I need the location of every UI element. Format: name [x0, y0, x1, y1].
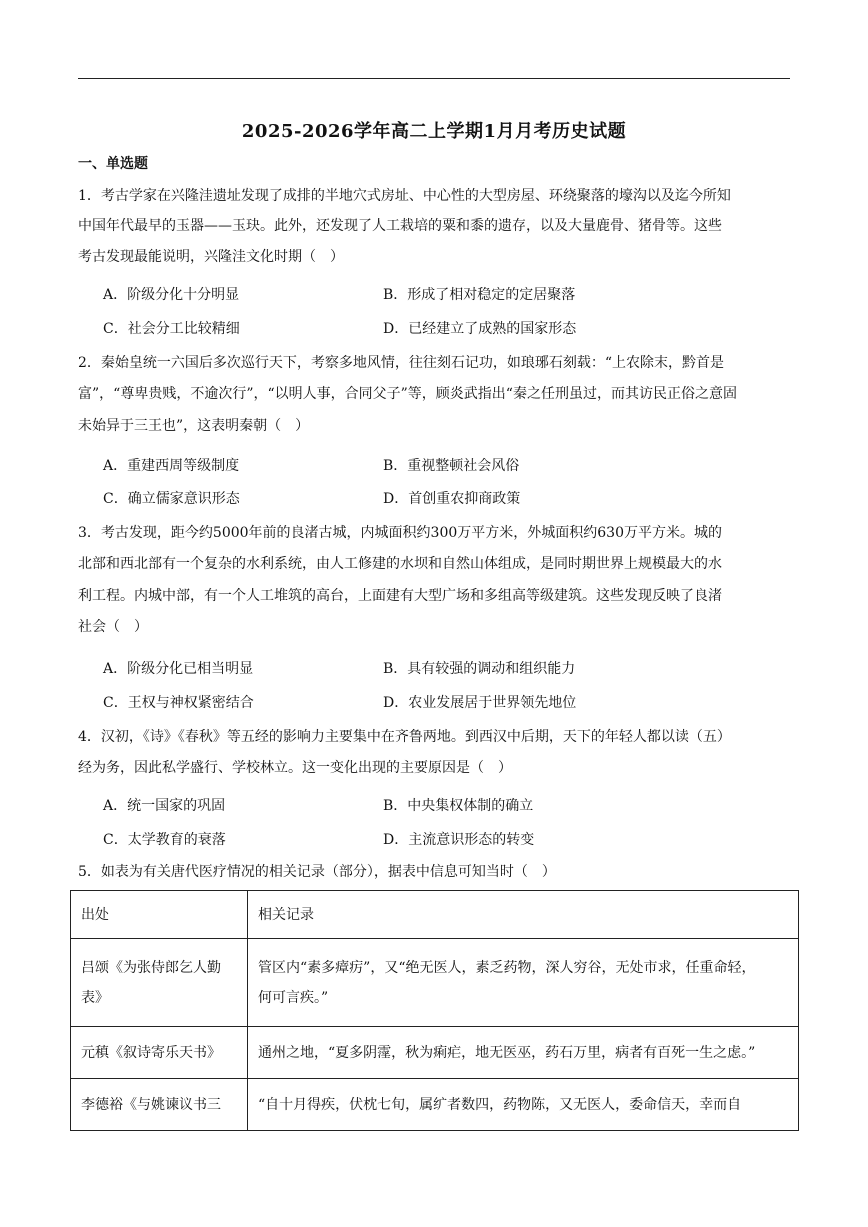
question-text-line: 中国年代最早的玉器——玉玦。此外，还发现了人工栽培的粟和黍的遗存，以及大量鹿骨、猪骨等。这些	[78, 218, 722, 234]
option-b[interactable]: B．形成了相对稳定的定居聚落	[383, 287, 576, 303]
records-table	[70, 890, 799, 1131]
option-d[interactable]: D．首创重农抑商政策	[383, 491, 521, 507]
option-c[interactable]: C．太学教育的衰落	[103, 832, 226, 848]
question-text-line: 5．如表为有关唐代医疗情况的相关记录（部分），据表中信息可知当时（ ）	[78, 864, 556, 880]
cell-line: 通州之地，“夏多阴霪，秋为痢疟，地无医巫，药石万里，病者有百死一生之虑。”	[258, 1044, 756, 1061]
option-d[interactable]: D．农业发展居于世界领先地位	[383, 695, 577, 711]
question-text-line: 考古发现最能说明，兴隆洼文化时期（ ）	[78, 249, 344, 265]
option-a[interactable]: A．阶级分化已相当明显	[103, 661, 254, 677]
header-rule	[78, 78, 790, 79]
option-c[interactable]: C．王权与神权紧密结合	[103, 695, 254, 711]
option-a[interactable]: A．阶级分化十分明显	[103, 287, 240, 303]
option-c[interactable]: C．社会分工比较精细	[103, 321, 240, 337]
question-text-line: 未始异于三王也”，这表明秦朝（ ）	[78, 418, 310, 434]
cell-line: 元稹《叙诗寄乐天书》	[81, 1044, 221, 1061]
question-text-line: 北部和西北部有一个复杂的水利系统，由人工修建的水坝和自然山体组成，是同时期世界上规模最大的水	[78, 556, 722, 572]
option-c[interactable]: C．确立儒家意识形态	[103, 491, 240, 507]
option-a[interactable]: A．统一国家的巩固	[103, 798, 226, 814]
question-text-line: 社会（ ）	[78, 619, 148, 635]
question-text-line: 4．汉初，《诗》《春秋》等五经的影响力主要集中在齐鲁两地。到西汉中后期，天下的年轻人都以读（五）	[78, 729, 731, 745]
cell-line: 表》	[81, 989, 109, 1006]
question-text-line: 经为务，因此私学盛行、学校林立。这一变化出现的主要原因是（ ）	[78, 760, 512, 776]
table-row	[71, 1027, 799, 1079]
option-b[interactable]: B．中央集权体制的确立	[383, 798, 534, 814]
option-b[interactable]: B．具有较强的调动和组织能力	[383, 661, 576, 677]
table-cell-record	[248, 1027, 799, 1079]
table-cell-record	[248, 939, 799, 1027]
table-header-cell: 出处	[71, 891, 248, 939]
cell-line: “自十月得疾，伏枕七旬，属纩者数四，药物陈，又无医人，委命信天，幸而自	[258, 1096, 742, 1113]
table-header-row	[71, 891, 799, 939]
question-text-line: 利工程。内城中部，有一个人工堆筑的高台，上面建有大型广场和多组高等级建筑。这些发现反映了良渚	[78, 588, 722, 604]
question-text-line: 富”，“尊卑贵贱，不逾次行”，“以明人事，合同父子”等，顾炎武指出“秦之任刑虽过，而其访民正俗之意固	[78, 386, 737, 402]
table-cell-source	[71, 939, 248, 1027]
table-row	[71, 939, 799, 1027]
option-a[interactable]: A．重建西周等级制度	[103, 458, 240, 474]
cell-line: 吕颂《为张侍郎乞人勤	[81, 959, 221, 976]
option-d[interactable]: D．已经建立了成熟的国家形态	[383, 321, 577, 337]
section-heading: 一、单选题	[78, 156, 148, 172]
table-cell-source	[71, 1027, 248, 1079]
cell-line: 管区内“素多瘴疠”，又“绝无医人，素乏药物，深人穷谷，无处市求，任重命轻，	[258, 959, 756, 976]
cell-line: 李德裕《与姚谏议书三	[81, 1096, 221, 1113]
option-d[interactable]: D．主流意识形态的转变	[383, 832, 535, 848]
table-cell-source	[71, 1079, 248, 1131]
table-header-cell: 相关记录	[248, 891, 799, 939]
question-text-line: 1．考古学家在兴隆洼遗址发现了成排的半地穴式房址、中心性的大型房屋、环绕聚落的壕沟以及迄今所知	[78, 188, 731, 204]
page-title: 2025-2026学年高二上学期1月月考历史试题	[241, 121, 627, 142]
cell-line: 何可言疾。”	[258, 989, 329, 1006]
option-b[interactable]: B．重视整顿社会风俗	[383, 458, 520, 474]
table-row	[71, 1079, 799, 1131]
question-text-line: 2．秦始皇统一六国后多次巡行天下，考察多地风情，往往刻石记功，如琅琊石刻载：“上农除末，黔首是	[78, 355, 725, 371]
question-text-line: 3．考古发现，距今约5000年前的良渚古城，内城面积约300万平方米，外城面积约630万平方米。城的	[78, 525, 722, 541]
table-cell-record	[248, 1079, 799, 1131]
